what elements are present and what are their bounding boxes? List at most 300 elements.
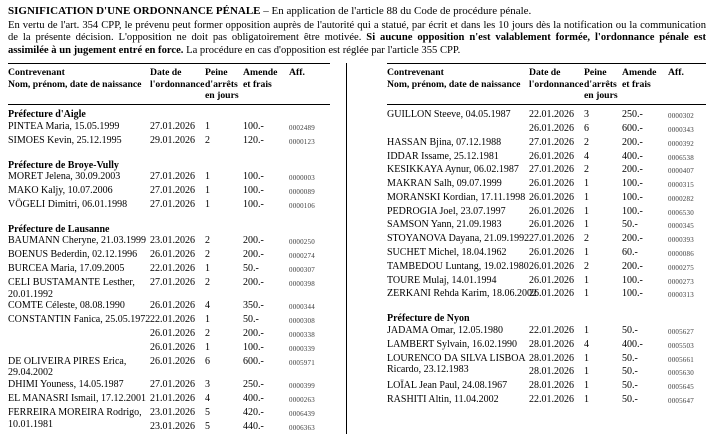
- contrevenant-name-line: HASSAN Bjina, 07.12.1988: [387, 136, 502, 148]
- arrest-days-cell: 4: [584, 338, 589, 350]
- right-table-body: [387, 105, 706, 408]
- arrest-days-cell: 2: [584, 233, 589, 245]
- contrevenant-name-line: TAMBEDOU Luntang, 19.02.1980: [387, 260, 529, 272]
- penalty-entry: [150, 235, 330, 249]
- table-row: [8, 121, 330, 135]
- section-title: Préfecture de Nyon: [387, 313, 470, 325]
- contrevenant-cell: [387, 178, 529, 190]
- header-date-ordonnance: Date de l'ordonnance: [529, 67, 584, 90]
- contrevenant-cell: [8, 407, 150, 431]
- arrest-days-cell: 1: [584, 219, 589, 231]
- arrest-days-cell: 1: [205, 120, 210, 132]
- contrevenant-cell: [387, 247, 529, 259]
- ordonnance-date-cell: 26.01.2026: [529, 150, 574, 162]
- amende-cell: 50.-: [622, 394, 638, 406]
- contrevenant-name-line: DHIMI Youness, 14.05.1987: [8, 379, 124, 391]
- amende-cell: 50.-: [622, 352, 638, 364]
- contrevenant-cell: [8, 249, 150, 261]
- penalty-entry: [529, 325, 706, 339]
- penalty-entry: [529, 339, 706, 353]
- ordonnance-date-cell: 26.01.2026: [150, 328, 195, 340]
- table-row: [387, 275, 706, 289]
- table-row: [387, 380, 706, 394]
- table-row: [387, 247, 706, 261]
- two-column-tables: [8, 63, 706, 434]
- contrevenant-name-line: LOÏAL Jean Paul, 24.08.1967: [387, 380, 508, 392]
- table-row: [387, 339, 706, 353]
- table-row: [8, 277, 330, 301]
- aff-number-cell: 0006530: [668, 208, 694, 217]
- contrevenant-cell: [8, 121, 150, 133]
- amende-cell: 250.-: [622, 109, 643, 121]
- penalty-entries: [150, 135, 330, 149]
- penalty-entries: [150, 379, 330, 393]
- penalty-entry: [529, 178, 706, 192]
- penalty-entry: [529, 288, 706, 302]
- contrevenant-name-line: FERREIRA MOREIRA Rodrigo,: [8, 406, 142, 418]
- ordonnance-date-cell: 23.01.2026: [150, 420, 195, 432]
- penalty-entries: [529, 219, 706, 233]
- arrest-days-cell: 1: [584, 205, 589, 217]
- contrevenant-name-line: MORET Jelena, 30.09.2003: [8, 171, 121, 183]
- contrevenant-cell: [8, 185, 150, 197]
- contrevenant-cell: [8, 171, 150, 183]
- arrest-days-cell: 1: [205, 263, 210, 275]
- contrevenant-cell: [8, 300, 150, 312]
- penalty-entries: [150, 235, 330, 249]
- amende-cell: 50.-: [243, 314, 259, 326]
- ordonnance-date-cell: 27.01.2026: [150, 198, 195, 210]
- ordonnance-date-cell: 28.01.2026: [529, 338, 574, 350]
- header-date-ordonnance: Date de l'ordonnance: [150, 67, 205, 90]
- ordonnance-date-cell: 26.01.2026: [529, 247, 574, 259]
- contrevenant-name-line: Ricardo, 23.12.1983: [387, 364, 469, 376]
- aff-number-cell: 0000123: [289, 137, 315, 146]
- penalty-entry: [529, 366, 706, 380]
- amende-cell: 200.-: [622, 136, 643, 148]
- penalty-entries: [529, 192, 706, 206]
- section-title: Préfecture de Lausanne: [8, 223, 110, 235]
- penalty-entries: [529, 151, 706, 165]
- penalty-entries: [529, 206, 706, 220]
- amende-cell: 420.-: [243, 406, 264, 418]
- arrest-days-cell: 1: [584, 247, 589, 259]
- right-table: [387, 63, 706, 434]
- amende-cell: 100.-: [243, 120, 264, 132]
- table-row: [8, 171, 330, 185]
- arrest-days-cell: 6: [584, 122, 589, 134]
- aff-number-cell: 0000307: [289, 266, 315, 275]
- aff-number-cell: 0000086: [668, 250, 694, 259]
- arrest-days-cell: 4: [205, 300, 210, 312]
- amende-cell: 100.-: [622, 288, 643, 300]
- contrevenant-name-line: 20.01.1992: [8, 288, 53, 300]
- aff-number-cell: 0000398: [289, 279, 315, 288]
- penalty-entry: [529, 219, 706, 233]
- contrevenant-name-line: BURCEA Maria, 17.09.2005: [8, 263, 125, 275]
- aff-number-cell: 0000274: [289, 252, 315, 261]
- penalty-entry: [150, 171, 330, 185]
- aff-number-cell: 0000273: [668, 277, 694, 286]
- header-amende-frais: Amende et frais: [243, 67, 278, 90]
- amende-cell: 50.-: [622, 380, 638, 392]
- arrest-days-cell: 2: [205, 249, 210, 261]
- penalty-entry: [150, 421, 330, 434]
- penalty-entry: [529, 233, 706, 247]
- penalty-entry: [529, 261, 706, 275]
- contrevenant-name-line: JADAMA Omar, 12.05.1980: [387, 325, 503, 337]
- contrevenant-name-line: RASHITI Altin, 11.04.2002: [387, 394, 499, 406]
- aff-number-cell: 0000392: [668, 139, 694, 148]
- penalty-entries: [150, 249, 330, 263]
- ordonnance-date-cell: 27.01.2026: [150, 120, 195, 132]
- contrevenant-name-line: BOENUS Bederdin, 02.12.1996: [8, 249, 138, 261]
- amende-cell: 400.-: [622, 338, 643, 350]
- penalty-entries: [529, 353, 706, 381]
- contrevenant-cell: [8, 379, 150, 391]
- arrest-days-cell: 3: [205, 379, 210, 391]
- aff-number-cell: 0005630: [668, 369, 694, 378]
- aff-number-cell: 0000250: [289, 238, 315, 247]
- penalty-entries: [150, 407, 330, 434]
- aff-number-cell: 0006439: [289, 409, 315, 418]
- contrevenant-cell: [387, 233, 529, 245]
- table-row: [8, 356, 330, 380]
- table-row: [387, 151, 706, 165]
- ordonnance-date-cell: 22.01.2026: [150, 263, 195, 275]
- arrest-days-cell: 1: [584, 191, 589, 203]
- intro-text-bold: Si aucune opposition n'est valablement formée, l'ordonnance pénale est assimilée à un jugement entré en force.: [8, 32, 706, 56]
- arrest-days-cell: 1: [584, 325, 589, 337]
- aff-number-cell: 0005971: [289, 358, 315, 367]
- amende-cell: 100.-: [243, 198, 264, 210]
- penalty-entry: [529, 151, 706, 165]
- contrevenant-name-line: 10.01.1981: [8, 418, 53, 430]
- arrest-days-cell: 5: [205, 406, 210, 418]
- amende-cell: 50.-: [622, 325, 638, 337]
- contrevenant-cell: [387, 164, 529, 176]
- contrevenant-name-line: IDDAR Issame, 25.12.1981: [387, 150, 499, 162]
- penalty-entry: [150, 407, 330, 421]
- penalty-entries: [529, 275, 706, 289]
- amende-cell: 120.-: [243, 134, 264, 146]
- penalty-entries: [150, 300, 330, 314]
- table-row: [387, 109, 706, 137]
- penalty-entries: [529, 380, 706, 394]
- amende-cell: 600.-: [622, 122, 643, 134]
- arrest-days-cell: 1: [584, 366, 589, 378]
- ordonnance-date-cell: 26.01.2026: [150, 355, 195, 367]
- contrevenant-name-line: CELI BUSTAMANTE Lesther,: [8, 276, 135, 288]
- table-row: [387, 394, 706, 408]
- contrevenant-cell: [387, 339, 529, 351]
- header-contrevenant: Contrevenant Nom, prénom, date de naissance: [8, 67, 142, 90]
- arrest-days-cell: 5: [205, 420, 210, 432]
- left-table-body: [8, 109, 330, 434]
- arrest-days-cell: 1: [584, 288, 589, 300]
- penalty-entries: [150, 199, 330, 213]
- ordonnance-date-cell: 23.01.2026: [150, 406, 195, 418]
- contrevenant-name-line: GUILLON Steeve, 04.05.1987: [387, 109, 511, 121]
- penalty-entry: [150, 263, 330, 277]
- amende-cell: 350.-: [243, 300, 264, 312]
- ordonnance-date-cell: 28.01.2026: [529, 380, 574, 392]
- arrest-days-cell: 1: [205, 171, 210, 183]
- page-title: [8, 5, 706, 18]
- intro-paragraph: [8, 20, 706, 57]
- penalty-entries: [529, 339, 706, 353]
- contrevenant-name-line: SIMOES Kevin, 25.12.1995: [8, 134, 122, 146]
- amende-cell: 440.-: [243, 420, 264, 432]
- header-aff: Aff.: [668, 67, 684, 79]
- arrest-days-cell: 3: [584, 109, 589, 121]
- amende-cell: 200.-: [243, 328, 264, 340]
- contrevenant-cell: [387, 325, 529, 337]
- ordonnance-date-cell: 26.01.2026: [529, 260, 574, 272]
- contrevenant-name-line: SUCHET Michel, 18.04.1962: [387, 247, 507, 259]
- aff-number-cell: 0000344: [289, 303, 315, 312]
- contrevenant-cell: [387, 206, 529, 218]
- aff-number-cell: 0000003: [289, 174, 315, 183]
- section-title: Préfecture de Broye-Vully: [8, 159, 119, 171]
- amende-cell: 250.-: [243, 379, 264, 391]
- ordonnance-date-cell: 22.01.2026: [529, 394, 574, 406]
- ordonnance-date-cell: 26.01.2026: [150, 341, 195, 353]
- contrevenant-name-line: 29.04.2002: [8, 367, 53, 379]
- contrevenant-cell: [387, 380, 529, 392]
- ordonnance-date-cell: 26.01.2026: [529, 122, 574, 134]
- table-row: [387, 233, 706, 247]
- contrevenant-cell: [387, 109, 529, 121]
- table-row: [387, 288, 706, 302]
- arrest-days-cell: 1: [584, 352, 589, 364]
- penalty-entries: [150, 263, 330, 277]
- contrevenant-name-line: COMTE Céleste, 08.08.1990: [8, 300, 125, 312]
- aff-number-cell: 0000308: [289, 317, 315, 326]
- ordonnance-date-cell: 29.01.2026: [150, 134, 195, 146]
- penalty-entries: [150, 171, 330, 185]
- contrevenant-name-line: EL MANASRI Ismail, 17.12.2001: [8, 393, 146, 405]
- intro-text-2: La procédure en cas d'opposition est réglée par l'article 355 CPP.: [183, 44, 461, 56]
- penalty-entry: [150, 135, 330, 149]
- penalty-entry: [150, 185, 330, 199]
- contrevenant-name-line: TOURE Mulaj, 14.01.1994: [387, 274, 497, 286]
- header-contrevenant: Contrevenant Nom, prénom, date de naissance: [387, 67, 521, 90]
- amende-cell: 100.-: [622, 191, 643, 203]
- aff-number-cell: 0005503: [668, 341, 694, 350]
- penalty-entries: [529, 261, 706, 275]
- left-table-header: [8, 63, 330, 105]
- arrest-days-cell: 2: [205, 134, 210, 146]
- amende-cell: 200.-: [622, 260, 643, 272]
- contrevenant-cell: [8, 199, 150, 211]
- amende-cell: 100.-: [622, 205, 643, 217]
- amende-cell: 200.-: [243, 276, 264, 288]
- header-peine-arrets: Peine d'arrêts en jours: [584, 67, 618, 101]
- aff-number-cell: 0000089: [289, 188, 315, 197]
- penalty-entries: [529, 178, 706, 192]
- ordonnance-date-cell: 26.01.2026: [150, 249, 195, 261]
- contrevenant-cell: [387, 219, 529, 231]
- ordonnance-date-cell: 26.01.2026: [529, 288, 574, 300]
- arrest-days-cell: 1: [584, 394, 589, 406]
- arrest-days-cell: 2: [205, 328, 210, 340]
- penalty-entries: [150, 393, 330, 407]
- penalty-entry: [150, 342, 330, 356]
- ordonnance-date-cell: 28.01.2026: [529, 366, 574, 378]
- penalty-entries: [529, 109, 706, 137]
- penalty-entry: [150, 277, 330, 291]
- aff-number-cell: 0000315: [668, 181, 694, 190]
- contrevenant-cell: [8, 235, 150, 247]
- ordonnance-date-cell: 27.01.2026: [150, 171, 195, 183]
- penalty-entries: [529, 247, 706, 261]
- contrevenant-cell: [8, 314, 150, 326]
- contrevenant-cell: [8, 135, 150, 147]
- contrevenant-name-line: MORANSKI Kordian, 17.11.1998: [387, 191, 526, 203]
- aff-number-cell: 0000313: [668, 291, 694, 300]
- penalty-entry: [529, 380, 706, 394]
- arrest-days-cell: 1: [205, 341, 210, 353]
- contrevenant-cell: [387, 137, 529, 149]
- amende-cell: 200.-: [243, 249, 264, 261]
- penalty-entries: [529, 325, 706, 339]
- penalty-entry: [529, 275, 706, 289]
- aff-number-cell: 0000338: [289, 331, 315, 340]
- ordonnance-date-cell: 26.01.2026: [529, 178, 574, 190]
- aff-number-cell: 0005645: [668, 383, 694, 392]
- ordonnance-date-cell: 27.01.2026: [150, 379, 195, 391]
- penalty-entries: [150, 121, 330, 135]
- aff-number-cell: 0002489: [289, 123, 315, 132]
- table-row: [387, 261, 706, 275]
- penalty-entry: [150, 379, 330, 393]
- aff-number-cell: 0000275: [668, 263, 694, 272]
- table-row: [8, 135, 330, 149]
- arrest-days-cell: 1: [205, 185, 210, 197]
- table-row: [387, 219, 706, 233]
- aff-number-cell: 0005661: [668, 355, 694, 364]
- penalty-entries: [529, 394, 706, 408]
- arrest-days-cell: 1: [205, 198, 210, 210]
- ordonnance-date-cell: 27.01.2026: [529, 164, 574, 176]
- penalty-entry: [529, 247, 706, 261]
- aff-number-cell: 0000345: [668, 222, 694, 231]
- table-row: [387, 164, 706, 178]
- aff-number-cell: 0000393: [668, 236, 694, 245]
- penalty-entry: [529, 206, 706, 220]
- contrevenant-name-line: CONSTANTIN Fanica, 25.05.1972: [8, 314, 151, 326]
- aff-number-cell: 0000399: [289, 382, 315, 391]
- penalty-entry: [150, 393, 330, 407]
- arrest-days-cell: 1: [584, 178, 589, 190]
- penalty-entry: [529, 164, 706, 178]
- amende-cell: 100.-: [622, 274, 643, 286]
- ordonnance-date-cell: 27.01.2026: [150, 276, 195, 288]
- aff-number-cell: 0000407: [668, 167, 694, 176]
- arrest-days-cell: 2: [584, 260, 589, 272]
- section-title: Préfecture d'Aigle: [8, 109, 86, 121]
- table-row: [8, 393, 330, 407]
- contrevenant-cell: [8, 356, 150, 380]
- amende-cell: 200.-: [243, 235, 264, 247]
- penalty-entries: [529, 164, 706, 178]
- table-row: [387, 353, 706, 381]
- penalty-entry: [150, 314, 330, 328]
- table-row: [8, 314, 330, 355]
- ordonnance-date-cell: 22.01.2026: [150, 314, 195, 326]
- contrevenant-cell: [387, 353, 529, 377]
- contrevenant-name-line: SAMSON Yann, 21.09.1983: [387, 219, 502, 231]
- arrest-days-cell: 1: [584, 274, 589, 286]
- ordonnance-date-cell: 26.01.2026: [150, 300, 195, 312]
- contrevenant-name-line: ZERKANI Rehda Karim, 18.06.2002: [387, 288, 537, 300]
- ordonnance-date-cell: 28.01.2026: [529, 352, 574, 364]
- contrevenant-cell: [8, 393, 150, 405]
- penalty-entries: [150, 314, 330, 355]
- amende-cell: 400.-: [622, 150, 643, 162]
- penalty-entry: [529, 353, 706, 367]
- contrevenant-cell: [387, 192, 529, 204]
- page-title-bold: SIGNIFICATION D'UNE ORDONNANCE PÉNALE: [8, 5, 261, 17]
- contrevenant-name-line: VÖGELI Dimitri, 06.01.1998: [8, 198, 128, 210]
- contrevenant-cell: [8, 263, 150, 275]
- table-row: [8, 185, 330, 199]
- penalty-entries: [529, 137, 706, 151]
- right-table-header: [387, 63, 706, 105]
- penalty-entry: [529, 123, 706, 137]
- penalty-entries: [150, 185, 330, 199]
- table-row: [387, 178, 706, 192]
- contrevenant-name-line: LAMBERT Sylvain, 16.02.1990: [387, 338, 518, 350]
- aff-number-cell: 0006363: [289, 423, 315, 432]
- ordonnance-date-cell: 27.01.2026: [529, 233, 574, 245]
- aff-number-cell: 0000282: [668, 194, 694, 203]
- ordonnance-date-cell: 26.01.2026: [529, 191, 574, 203]
- table-row: [387, 206, 706, 220]
- arrest-days-cell: 2: [205, 235, 210, 247]
- penalty-entries: [529, 288, 706, 302]
- penalty-entries: [529, 233, 706, 247]
- ordonnance-date-cell: 26.01.2026: [529, 219, 574, 231]
- arrest-days-cell: 2: [584, 136, 589, 148]
- table-row: [8, 407, 330, 434]
- arrest-days-cell: 1: [584, 380, 589, 392]
- penalty-entries: [150, 356, 330, 370]
- penalty-entry: [529, 137, 706, 151]
- arrest-days-cell: 2: [584, 164, 589, 176]
- intro-text-1: En vertu de l'art. 354 CPP, le prévenu peut former opposition auprès de l'autorité qui a statué, par écrit et dans les 10 jours dès la notification ou la communication de la présente décision. L'opposition ne doit pas obligatoirement être motivée.: [8, 20, 706, 44]
- contrevenant-name-line: LOURENCO DA SILVA LISBOA: [387, 352, 526, 364]
- arrest-days-cell: 4: [584, 150, 589, 162]
- ordonnance-date-cell: 27.01.2026: [150, 185, 195, 197]
- page-title-suffix: – En application de l'article 88 du Code de procédure pénale.: [260, 5, 532, 17]
- amende-cell: 50.-: [622, 366, 638, 378]
- penalty-entry: [150, 356, 330, 370]
- amende-cell: 600.-: [243, 355, 264, 367]
- arrest-days-cell: 4: [205, 393, 210, 405]
- aff-number-cell: 0000339: [289, 344, 315, 353]
- contrevenant-name-line: MAKRAN Salh, 09.07.1999: [387, 178, 502, 190]
- amende-cell: 100.-: [243, 185, 264, 197]
- ordonnance-date-cell: 23.01.2026: [150, 235, 195, 247]
- amende-cell: 200.-: [622, 233, 643, 245]
- table-row: [8, 199, 330, 213]
- contrevenant-cell: [8, 277, 150, 301]
- aff-number-cell: 0005647: [668, 397, 694, 406]
- amende-cell: 100.-: [622, 178, 643, 190]
- header-amende-frais: Amende et frais: [622, 67, 657, 90]
